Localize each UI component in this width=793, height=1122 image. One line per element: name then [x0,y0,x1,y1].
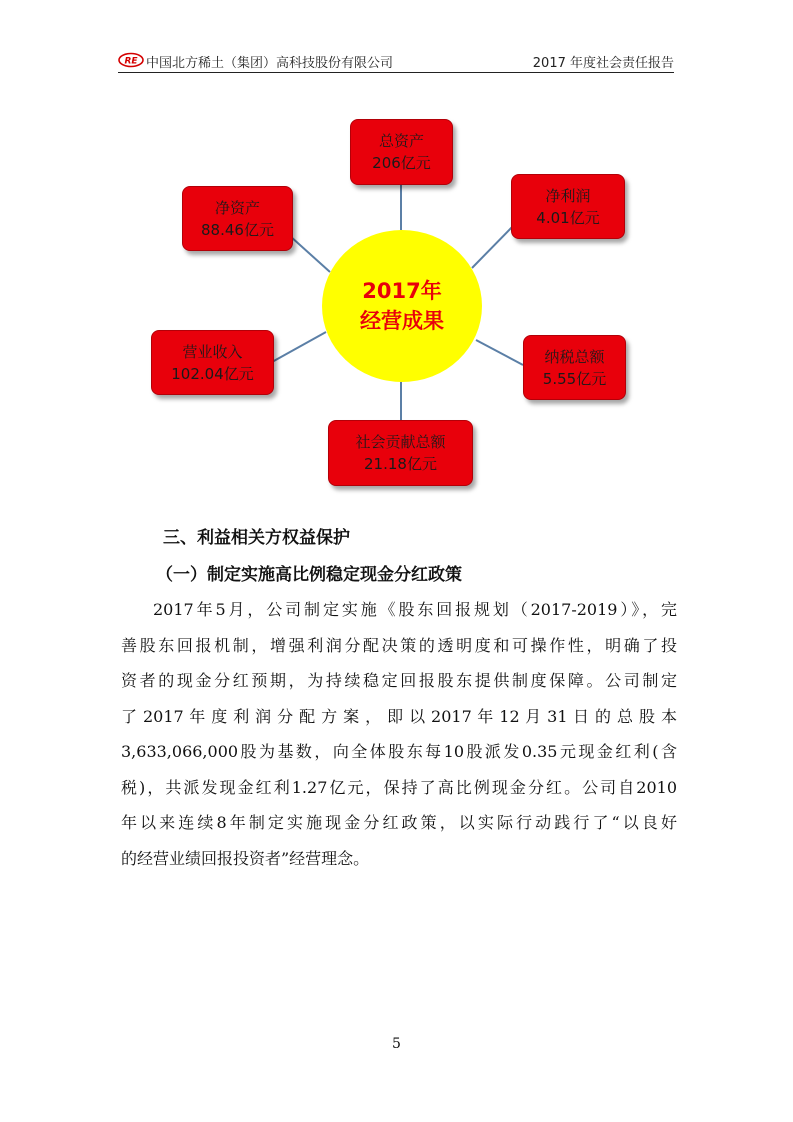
paragraph-line: 2017年5月，公司制定实施《股东回报规划（2017-2019）》，完 [153,600,677,619]
section-subheading: （一）制定实施高比例稳定现金分红政策 [156,565,462,585]
node-label: 净资产 [214,198,260,217]
node-value: 102.04亿元 [171,364,254,383]
body-paragraph [121,592,677,876]
paragraph-line: 的经营业绩回报投资者”经营理念。 [121,848,370,868]
connector-tax [476,340,523,365]
node-label: 纳税总额 [544,347,605,366]
paragraph-line: 税)，共派发现金红利1.27亿元，保持了高比例现金分红。公司自2010 [121,777,677,797]
node-label: 净利润 [545,186,591,205]
center-title: 经营成果 [360,309,444,333]
paragraph-line: 3,633,066,000股为基数，向全体股东每10股派发0.35元现金红利(含 [121,742,677,761]
connector-net-assets [290,236,330,272]
node-value: 21.18亿元 [364,455,437,473]
business-results-diagram [0,0,793,520]
node-social-contribution [328,420,473,486]
company-name: 中国北方稀土（集团）高科技股份有限公司 [146,56,394,71]
section-heading: 三、利益相关方权益保护 [163,528,350,548]
paragraph-line: 资者的现金分红预期，为持续稳定回报股东提供制度保障。公司制定 [121,671,677,690]
node-value: 4.01亿元 [536,208,600,227]
paragraph-line: 年以来连续8年制定实施现金分红政策，以实际行动践行了“以良好 [121,813,677,832]
node-revenue [151,330,274,395]
center-circle [322,230,482,382]
page-number: 5 [392,1036,401,1052]
node-value: 5.55亿元 [542,369,607,388]
connector-revenue [272,332,326,362]
node-value: 88.46亿元 [201,220,274,239]
node-net-assets [182,186,293,251]
node-label: 社会贡献总额 [355,433,446,451]
node-net-profit [511,174,625,239]
paragraph-line: 善股东回报机制，增强利润分配决策的透明度和可操作性，明确了投 [121,635,677,655]
node-label: 营业收入 [182,342,243,361]
connector-net-profit [472,224,515,268]
center-year: 2017年 [362,279,442,303]
node-value: 206亿元 [372,154,431,172]
node-total-assets [350,119,453,185]
svg-text:RE: RE [124,56,138,67]
node-label: 总资产 [378,132,424,150]
report-title: 2017 年度社会责任报告 [532,56,674,71]
paragraph-line: 了 2017 年 度 利 润 分 配 方 案 ， 即 以 2017 年 12 月 31 日 的 总 股 本 [121,706,677,726]
node-tax-total [523,335,626,400]
